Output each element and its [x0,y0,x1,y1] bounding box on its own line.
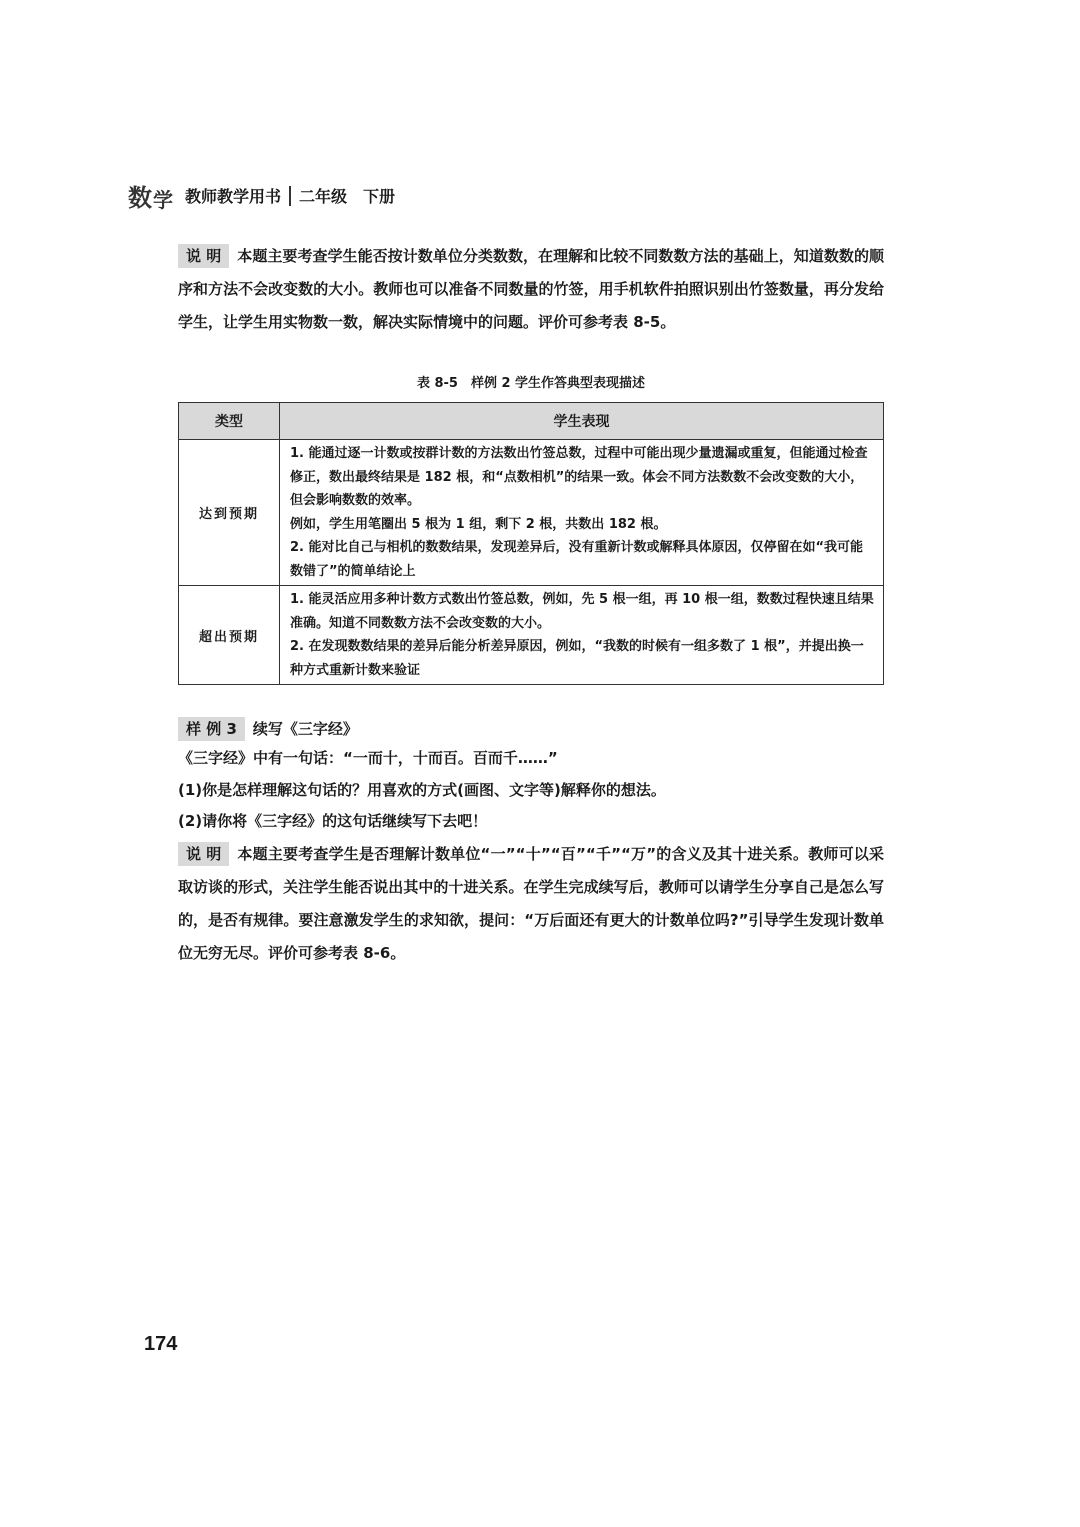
header-divider [289,186,291,206]
book-name: 教师教学用书 [185,187,282,206]
brand-char-1: 数 [128,184,152,212]
row-line: 1. 能通过逐一计数或按群计数的方法数出竹签总数，过程中可能出现少量遗漏或重复，但能通过检查修正，数出最终结果是 182 根，和“点数相机”的结果一致。体会不同方法数数不会改变数的大小，但会影响数数的效率。 [290,446,868,508]
table-row [179,440,884,586]
note-tag: 说 明 [178,244,229,268]
running-header [128,178,395,213]
brand-char-2: 学 [153,188,173,212]
row-line: 2. 能对比自己与相机的数数结果，发现差异后，没有重新计数或解释具体原因，仅停留在如“我可能数错了”的简单结论上 [290,540,864,579]
table-row [179,586,884,685]
note-paragraph-1 [178,240,884,339]
example-3-line: 《三字经》中有一句话：“一而十，十而百。百而千……” [178,749,558,767]
performance-table [178,402,884,685]
question-1: (1)你是怎样理解这句话的？用喜欢的方式(画图、文字等)解释你的想法。 [178,781,666,799]
row-description [280,586,884,685]
header-performance: 学生表现 [280,403,884,440]
example-tag: 样 例 3 [178,717,245,741]
grade-label: 二年级 [299,187,348,206]
note-text: 本题主要考查学生是否理解计数单位“一”“十”“百”“千”“万”的含义及其十进关系。教师可以采取访谈的形式，关注学生能否说出其中的十进关系。在学生完成续写后，教师可以请学生分享自己是怎么写的，是否有规律。要注意激发学生的求知欲，提问：“万后面还有更大的计数单位吗?”引导学生发现计数单位无穷无尽。评价可参考表 8-6。 [178,845,884,962]
note-paragraph-2 [178,838,884,970]
row-type: 超出预期 [179,586,280,685]
note-tag: 说 明 [178,842,229,866]
row-line: 2. 在发现数数结果的差异后能分析差异原因，例如，“我数的时候有一组多数了 1 根”，并提出换一种方式重新计数来验证 [290,639,864,678]
row-type: 达到预期 [179,440,280,586]
row-description [280,440,884,586]
question-2: (2)请你将《三字经》的这句话继续写下去吧！ [178,812,488,830]
table-header-row [179,403,884,440]
note-text: 本题主要考查学生能否按计数单位分类数数，在理解和比较不同数数方法的基础上，知道数数的顺序和方法不会改变数的大小。教师也可以准备不同数量的竹签，用手机软件拍照识别出竹签数量，再分发给学生，让学生用实物数一数，解决实际情境中的问题。评价可参考表 8-5。 [178,247,884,331]
header-type: 类型 [179,403,280,440]
brand-logo [128,178,173,213]
page-number: 174 [144,1333,178,1355]
table-caption: 表 8-5 样例 2 学生作答典型表现描述 [416,376,646,391]
example-title: 续写《三字经》 [252,720,358,738]
volume-label: 下册 [363,187,396,206]
row-line: 例如，学生用笔圈出 5 根为 1 组，剩下 2 根，共数出 182 根。 [290,516,667,532]
row-line: 1. 能灵活应用多种计数方式数出竹签总数，例如，先 5 根一组，再 10 根一组，数数过程快速且结果准确。知道不同数数方法不会改变数的大小。 [290,592,874,631]
